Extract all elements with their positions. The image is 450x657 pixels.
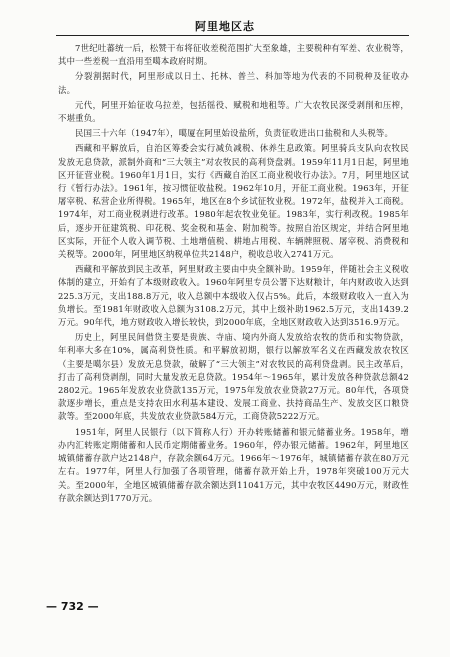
paragraph-6: 西藏和平解放到民主改革，阿里财政主要由中央全额补助。1959年，伴随社会主义税收体制的建立，开始有了本级财政收入。1960年阿里专员公署下达财粮计，年内财政收入达到225.3万元，支出188.8万元，收入总额中本级收入仅占5%。此后，本级财政收入一直入为负增长。至1981年财政收入总额为3108.2万元，其中上级补助1962.5万元，支出1439.2万元。90年代，地方财政收入增长较快，到2000年底，全地区财政收入达到3516.9万元。 xyxy=(58,264,409,328)
paragraph-2: 分裂割据时代，阿里形成以日土、托林、普兰、科加等地为代表的不同税种及征收办法。 xyxy=(58,71,409,95)
paragraph-4: 民国三十六年（1947年），噶厦在阿里始设盐所，负责征收进出口盐税和人头税等。 xyxy=(75,128,394,139)
paragraph-8: 1951年，阿里人民银行（以下简称人行）开办转账储蓄和银元储蓄业务。1958年，增办内汇转账定期储蓄和人民币定期储蓄业务。1960年，停办银元储蓄。1962年，阿里地区城镇储蓄存款户达2148户，存款余额64万元。1966年～1976年，城镇储蓄存款在80万元左右。1977年，阿里人行加强了各项管理，储蓄存款开始上升，1978年突破100万元大关。至2000年，全地区城镇储蓄存款余额达到11041万元，其中农牧区4490万元，财政性存款余额达到1770万元。 xyxy=(58,426,409,503)
running-header-title: 阿里地区志 xyxy=(195,20,255,33)
paragraph-7: 历史上，阿里民间借贷主要是贵族、寺庙、境内外商人发放给农牧的货币和实物贷款，年利率大多在10%，属高利贷性质。和平解放初期，银行以解放军名义在西藏发放农牧区（主要是噶尔县）发放无息贷款，破解了“三大领主”对农牧民的高利贷盘剥。民主改革后，打击了高利贷剥削，同时大量发放无息贷款。1954年～1965年，累计发放各种贷款总额422802元。1965年发放农业贷款135万元，1975年发放农业贷款27万元。80年代，各项贷款逐步增长，重点是支持农田水利基本建设、发展工商业、扶持商品生产、发放交区口粮贷款等。至2000年底，共发放农业贷款584万元，工商贷款5222万元。 xyxy=(58,332,409,422)
paragraph-1: 7世纪吐蕃统一后，松赞干布将征收差税范围扩大至象雄，主要税种有军差、农业税等，其中一些差税一直沿用至噶本政府时期。 xyxy=(58,43,409,67)
paragraph-5: 西藏和平解放后，自治区筹委会实行减负减税、休养生息政策。阿里骑兵支队向农牧民发放无息贷款，派制外商和“三大领主”对农牧民的高利贷盘剥。1959年11月1日起，阿里地区开征营业税。1960年1月1日，实行《西藏自治区工商业税收行办法》。7月，阿里地区试行《暂行办法》。1961年，按习惯征收盐税。1962年10月，开征工商业税。1963年，开征屠宰税、私营企业所得税。1965年，地区在8个乡试征牧业税。1972年，盐税并入工商税。1974年，对工商业税剥进行改革。1980年起农牧业免征。1983年，实行利改税。1985年后，逐步开征建筑税、印花税、奖金税和基金、附加税等。按照自治区规定，并结合阿里地区实际，开征个人收入调节税、土地增值税、耕地占用税、车辆牌照税、屠宰税、消费税和关税等。2000年，阿里地区纳税单位共2148户，税收总收入2741万元。 xyxy=(58,143,409,260)
page-number: — 732 — xyxy=(46,600,99,613)
header-rule xyxy=(56,35,409,36)
body-text xyxy=(58,42,409,507)
paragraph-3: 元代，阿里开始征收乌拉差，包括徭役、赋税和地租等。广大农牧民深受剥削和压榨，不堪重负。 xyxy=(58,99,409,124)
